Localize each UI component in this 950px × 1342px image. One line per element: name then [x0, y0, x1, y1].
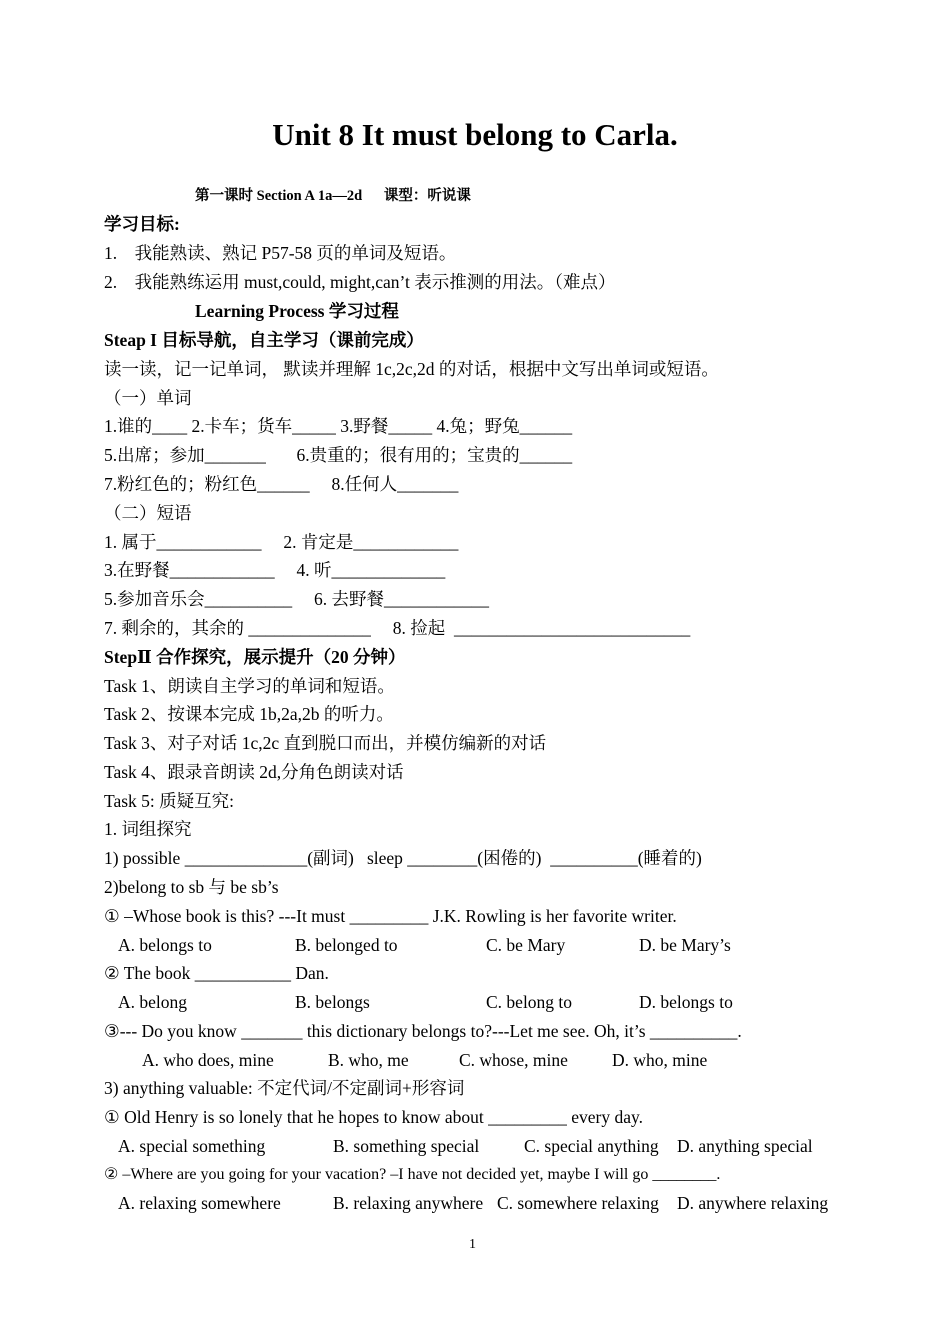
question-3: ③--- Do you know _______ this dictionary belongs to?---Let me see. Oh, it’s __________.: [104, 1021, 742, 1041]
q2-option-a: A. belong: [118, 992, 188, 1012]
page-number: 1: [469, 1237, 476, 1252]
words-line: 7.粉红色的；粉红色______ 8.任何人_______: [104, 474, 459, 494]
phrases-line: 5.参加音乐会__________ 6. 去野餐____________: [104, 589, 489, 609]
objective-item: 2. 我能熟练运用 must,could, might,can’t 表示推测的用法。（难点）: [104, 272, 616, 292]
q2-option-d: D. belongs to: [639, 992, 733, 1012]
step1-heading: Steap I 目标导航，自主学习（课前完成）: [104, 330, 424, 350]
task-item: Task 5: 质疑互究:: [104, 791, 235, 811]
phrases-line: 7. 剩余的，其余的 ______________ 8. 捡起 ___________________________: [104, 618, 691, 638]
item-possible: 1) possible ______________(副词) sleep ________(困倦的) __________(睡着的): [104, 848, 702, 868]
objective-item: 1. 我能熟读、熟记 P57-58 页的单词及短语。: [104, 243, 457, 263]
q1-option-a: A. belongs to: [118, 935, 212, 955]
item-belong: 2)belong to sb 与 be sb’s: [104, 877, 279, 897]
q3-option-c: C. whose, mine: [459, 1050, 568, 1070]
q2-option-c: C. belong to: [486, 992, 573, 1012]
q5-option-a: A. relaxing somewhere: [118, 1193, 281, 1213]
words-line: 5.出席；参加_______ 6.贵重的；很有用的；宝贵的______: [104, 445, 573, 465]
objectives-heading: 学习目标:: [104, 214, 180, 234]
step1-instruction: 读一读，记一记单词， 默读并理解 1c,2c,2d 的对话，根据中文写出单词或短语。: [104, 359, 719, 379]
words-line: 1.谁的____ 2.卡车；货车_____ 3.野餐_____ 4.兔；野兔______: [104, 416, 573, 436]
q4-option-a: A. special something: [118, 1136, 266, 1156]
q5-option-d: D. anywhere relaxing: [677, 1193, 829, 1213]
question-4: ① Old Henry is so lonely that he hopes to know about _________ every day.: [104, 1107, 643, 1127]
step2-heading: StepⅡ 合作探究，展示提升（20 分钟）: [104, 647, 406, 667]
q4-option-c: C. special anything: [524, 1136, 659, 1156]
question-1: ① –Whose book is this? ---It must _________ J.K. Rowling is her favorite writer.: [104, 906, 677, 926]
q5-option-b: B. relaxing anywhere: [333, 1193, 484, 1213]
phrases-line: 1. 属于____________ 2. 肯定是____________: [104, 532, 459, 552]
task-item: Task 4、跟录音朗读 2d,分角色朗读对话: [104, 762, 404, 782]
q1-option-d: D. be Mary’s: [639, 935, 731, 955]
q3-option-a: A. who does, mine: [142, 1050, 274, 1070]
lesson-subtitle: 第一课时 Section A 1a—2d 课型：听说课: [195, 188, 471, 204]
phrases-heading: （二）短语: [104, 503, 192, 523]
explore-heading: 1. 词组探究: [104, 819, 192, 839]
task-item: Task 2、按课本完成 1b,2a,2b 的听力。: [104, 704, 394, 724]
item-anything: 3) anything valuable: 不定代词/不定副词+形容词: [104, 1078, 465, 1098]
question-5: ② –Where are you going for your vacation? –I have not decided yet, maybe I will go ________.: [104, 1166, 721, 1183]
phrases-line: 3.在野餐____________ 4. 听_____________: [104, 560, 446, 580]
words-heading: （一）单词: [104, 388, 192, 408]
task-item: Task 1、朗读自主学习的单词和短语。: [104, 676, 395, 696]
process-heading: Learning Process 学习过程: [195, 301, 399, 321]
q4-option-d: D. anything special: [677, 1136, 813, 1156]
question-2: ② The book ___________ Dan.: [104, 963, 329, 983]
q1-option-b: B. belonged to: [295, 935, 398, 955]
task-item: Task 3、对子对话 1c,2c 直到脱口而出，并模仿编新的对话: [104, 733, 547, 753]
q4-option-b: B. something special: [333, 1136, 480, 1156]
q3-option-b: B. who, me: [328, 1050, 409, 1070]
q1-option-c: C. be Mary: [486, 935, 566, 955]
q2-option-b: B. belongs: [295, 992, 370, 1012]
q5-option-c: C. somewhere relaxing: [497, 1193, 659, 1213]
q3-option-d: D. who, mine: [612, 1050, 708, 1070]
document-title: Unit 8 It must belong to Carla.: [272, 117, 678, 152]
